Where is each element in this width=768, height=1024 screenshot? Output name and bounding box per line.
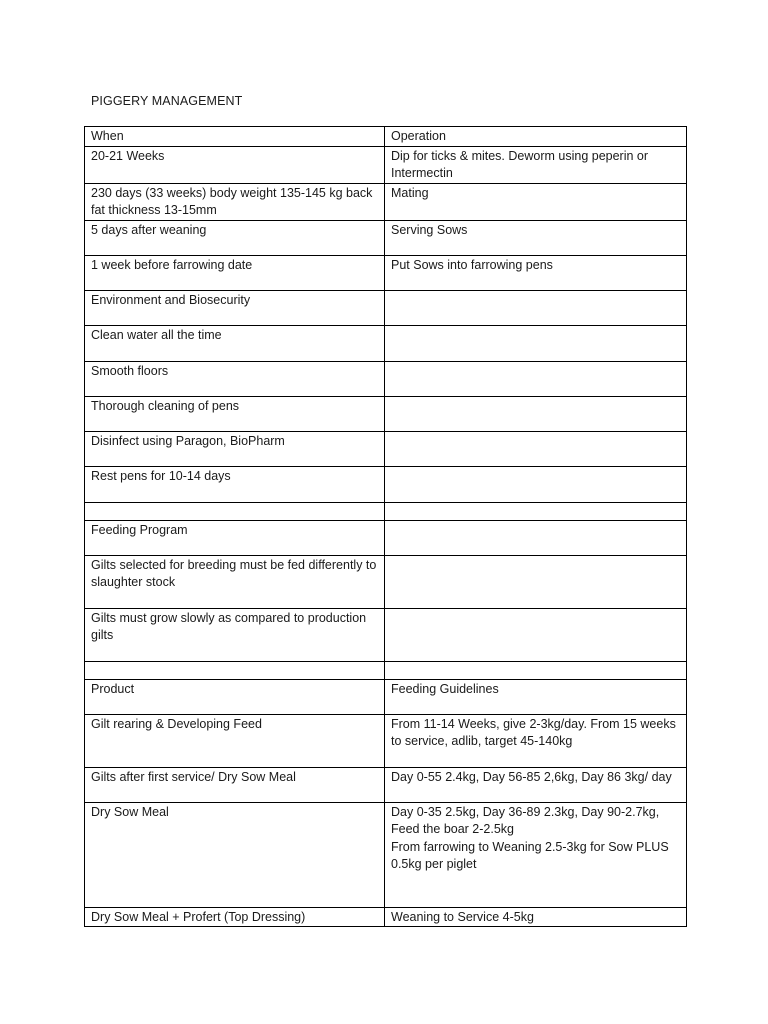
header-cell-feeding-guidelines: Feeding Guidelines bbox=[385, 679, 687, 714]
table-cell bbox=[385, 555, 687, 608]
table-cell: Feeding Program bbox=[85, 520, 385, 555]
table-cell bbox=[385, 290, 687, 325]
table-row bbox=[85, 767, 687, 802]
table-cell bbox=[385, 325, 687, 361]
table-cell: Environment and Biosecurity bbox=[85, 290, 385, 325]
header-cell-when: When bbox=[85, 127, 385, 147]
table-row bbox=[85, 396, 687, 431]
table-cell bbox=[385, 466, 687, 502]
table-cell: Mating bbox=[385, 183, 687, 220]
table-cell: 20-21 Weeks bbox=[85, 146, 385, 183]
table-cell: 1 week before farrowing date bbox=[85, 255, 385, 290]
table-row bbox=[85, 325, 687, 361]
table-row bbox=[85, 361, 687, 396]
table-row bbox=[85, 608, 687, 661]
table-row bbox=[85, 714, 687, 767]
table-cell: Clean water all the time bbox=[85, 325, 385, 361]
table-cell bbox=[385, 608, 687, 661]
table-cell bbox=[385, 431, 687, 466]
table-cell: Dry Sow Meal + Profert (Top Dressing) bbox=[85, 907, 385, 927]
table-row bbox=[85, 555, 687, 608]
table-cell bbox=[85, 661, 385, 679]
header-cell-product: Product bbox=[85, 679, 385, 714]
table-row bbox=[85, 146, 687, 183]
table-cell: Gilt rearing & Developing Feed bbox=[85, 714, 385, 767]
table-cell bbox=[385, 361, 687, 396]
table-cell: Serving Sows bbox=[385, 220, 687, 255]
table-row bbox=[85, 466, 687, 502]
table-row bbox=[85, 502, 687, 520]
table-cell: Gilts must grow slowly as compared to production gilts bbox=[85, 608, 385, 661]
table-cell: Day 0-55 2.4kg, Day 56-85 2,6kg, Day 86 3kg/ day bbox=[385, 767, 687, 802]
table-cell: Gilts after first service/ Dry Sow Meal bbox=[85, 767, 385, 802]
table-cell: Gilts selected for breeding must be fed differently to slaughter stock bbox=[85, 555, 385, 608]
table-cell: Thorough cleaning of pens bbox=[85, 396, 385, 431]
table-cell: Dip for ticks & mites. Deworm using peperin or Intermectin bbox=[385, 146, 687, 183]
page-title: PIGGERY MANAGEMENT bbox=[91, 94, 243, 108]
table-row bbox=[85, 907, 687, 927]
table-cell: Day 0-35 2.5kg, Day 36-89 2.3kg, Day 90-2.7kg, Feed the boar 2-2.5kg From farrowing to Weaning 2.5-3kg for Sow PLUS 0.5kg per piglet bbox=[385, 802, 687, 907]
table-row bbox=[85, 220, 687, 255]
table-cell: Put Sows into farrowing pens bbox=[385, 255, 687, 290]
table-cell: Disinfect using Paragon, BioPharm bbox=[85, 431, 385, 466]
table-cell: From 11-14 Weeks, give 2-3kg/day. From 15 weeks to service, adlib, target 45-140kg bbox=[385, 714, 687, 767]
table-row bbox=[85, 255, 687, 290]
table-row bbox=[85, 431, 687, 466]
table-cell bbox=[385, 661, 687, 679]
table-row bbox=[85, 127, 687, 147]
table-cell bbox=[385, 520, 687, 555]
table-cell: Weaning to Service 4-5kg bbox=[385, 907, 687, 927]
table-cell: Rest pens for 10-14 days bbox=[85, 466, 385, 502]
header-cell-operation: Operation bbox=[385, 127, 687, 147]
table-cell: Dry Sow Meal bbox=[85, 802, 385, 907]
table-cell bbox=[385, 502, 687, 520]
table-row bbox=[85, 661, 687, 679]
table-cell: Smooth floors bbox=[85, 361, 385, 396]
table-row bbox=[85, 520, 687, 555]
table-row bbox=[85, 290, 687, 325]
table-cell bbox=[85, 502, 385, 520]
table-row bbox=[85, 183, 687, 220]
table-row bbox=[85, 802, 687, 907]
table-cell: 230 days (33 weeks) body weight 135-145 kg back fat thickness 13-15mm bbox=[85, 183, 385, 220]
table-row bbox=[85, 679, 687, 714]
management-table bbox=[84, 126, 687, 927]
table-cell: 5 days after weaning bbox=[85, 220, 385, 255]
table-cell bbox=[385, 396, 687, 431]
